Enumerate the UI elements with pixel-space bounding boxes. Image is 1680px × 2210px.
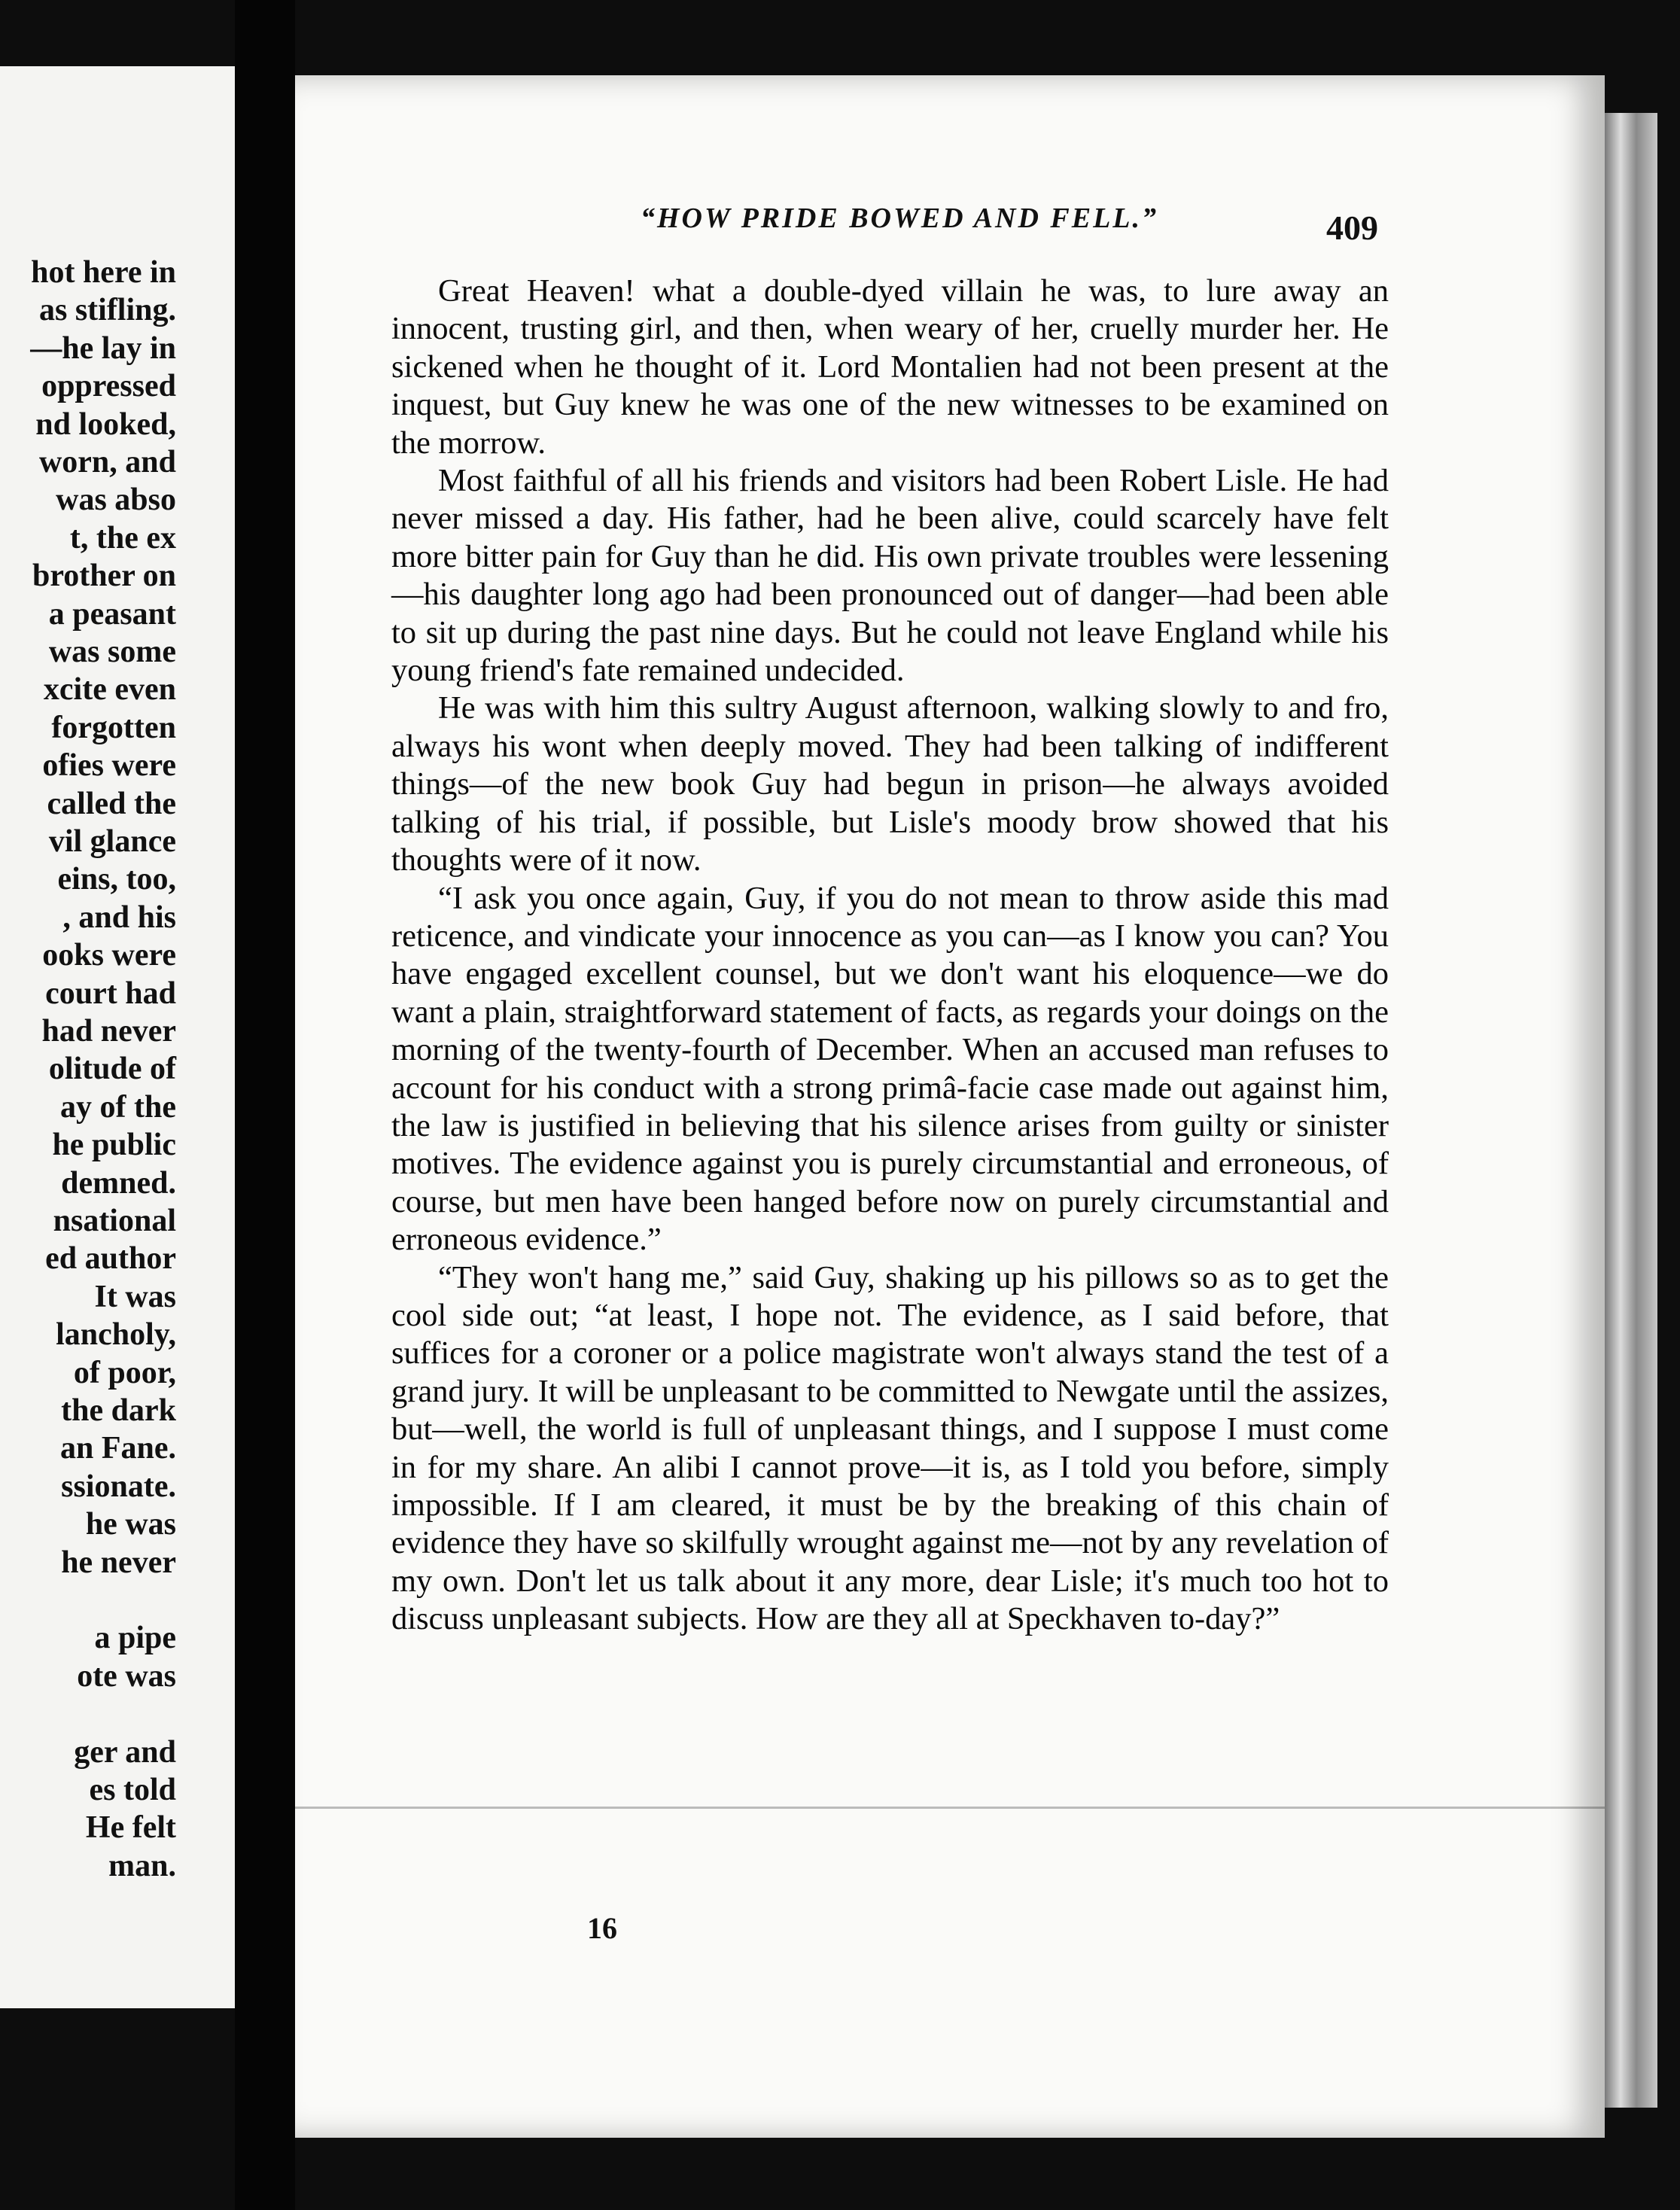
left-page-line: t, the ex	[69, 520, 176, 556]
paragraph-1: Great Heaven! what a double-dyed villain he was, to lure away an innocent, trusting girl, and then, when weary of her, cruelly murder her. He sickened when he thought of it. Lord Montalien had not been present at the inquest, but Guy knew he was one of the new witnesses to be examined on the morrow.	[391, 273, 1389, 461]
paragraph-2: Most faithful of all his friends and visitors had been Robert Lisle. He had never missed a day. His father, had he been alive, could scarcely have felt more bitter pain for Guy than he did. His own private troubles were lessening—his daughter long ago had been pronounced out of danger—had been able to sit up during the past nine days. But he could not leave England while his young friend's fate remained undecided.	[391, 463, 1389, 689]
left-page-line: he never	[61, 1545, 176, 1580]
left-page-line: ofies were	[42, 748, 176, 784]
left-page-line: oppressed	[41, 369, 176, 404]
left-facing-page	[0, 66, 235, 2008]
left-page-line: ger and	[74, 1734, 176, 1770]
left-page-line: It was	[94, 1279, 176, 1314]
body-text	[391, 272, 1389, 1639]
left-page-line: as stifling.	[38, 293, 176, 328]
paragraph-3: He was with him this sultry August afternoon, walking slowly to and fro, always his wont when deeply moved. They had been talking of indifferent things—of the new book Guy had begun in prison—he always avoided talking of his trial, if possible, but Lisle's moody brow showed that his thoughts were of it now.	[391, 690, 1389, 878]
page-edge	[1605, 113, 1657, 2108]
left-page-line: ooks were	[42, 938, 176, 973]
left-page-line: man.	[108, 1848, 176, 1883]
left-page-line: the dark	[61, 1393, 176, 1428]
left-page-line: vil glance	[48, 824, 176, 859]
left-page-line: had never	[41, 1014, 176, 1049]
left-page-line: a peasant	[48, 596, 176, 632]
left-page-line: ay of the	[60, 1089, 176, 1125]
running-head: “HOW PRIDE BOWED AND FELL.”	[640, 202, 1159, 234]
left-page-line: —he lay in	[30, 330, 176, 366]
left-page-line: eins, too,	[57, 862, 176, 897]
left-page-line: forgotten	[51, 710, 176, 745]
left-page-line: was abso	[56, 482, 176, 518]
book-gutter	[235, 0, 295, 2210]
left-page-line: nd looked,	[35, 406, 176, 442]
left-page-line: ote was	[77, 1658, 176, 1694]
left-page-line: of poor,	[73, 1355, 176, 1390]
left-page-line: brother on	[32, 559, 176, 594]
left-page-line: court had	[45, 976, 176, 1011]
left-page-line: he public	[52, 1128, 176, 1163]
left-page-line: he was	[85, 1507, 176, 1542]
left-page-line: ssionate.	[61, 1469, 176, 1504]
left-page-line: ed author	[45, 1241, 176, 1277]
left-page-line: xcite even	[43, 672, 176, 708]
page-number: 409	[1326, 209, 1378, 247]
paragraph-5: “They won't hang me,” said Guy, shaking up his pillows so as to get the cool side out; “at least, I hope not. The evidence, as I said before, that suffices for a coroner or a police magistrate won't always stand the test of a grand jury. It will be unpleasant to be committed to Newgate until the assizes, but—well, the world is full of unpleasant things, and I suppose I must come in for my share. An alibi I cannot prove—it is, as I told you before, simply impossible. If I am cleared, it must be by the breaking of this chain of evidence they have so skilfully wrought against me—not by any revelation of my own. Don't let us talk about it any more, dear Lisle; it's much too hot to discuss unpleasant subjects. How are they all at Speckhaven to-day?”	[391, 1259, 1389, 1637]
left-page-line: demned.	[61, 1165, 176, 1201]
left-page-line: was some	[48, 635, 176, 669]
left-page-line: worn, and	[38, 445, 176, 479]
left-page-line: a pipe	[94, 1621, 176, 1656]
scan-artifact-line	[295, 1807, 1605, 1809]
left-page-line: lancholy,	[56, 1317, 176, 1353]
left-page-line: , and his	[62, 900, 176, 935]
left-page-line: olitude of	[48, 1052, 176, 1087]
left-page-line: called the	[47, 786, 176, 821]
left-page-line: es told	[89, 1773, 176, 1807]
folio-signature: 16	[587, 1911, 617, 1945]
paragraph-4: “I ask you once again, Guy, if you do not mean to throw aside this mad reticence, and vindicate your innocence as you can—as I know you can? You have engaged excellent counsel, but we don't want his eloquence—we do want a plain, straightforward statement of facts, as regards your doings on the morning of the twenty-fourth of December. When an accused man refuses to account for his conduct with a strong primâ-facie case made out against him, the law is justified in believing that his silence arises from guilty or sinister motives. The evidence against you is purely circumstantial and erroneous, of course, but men have been hanged before now on purely circumstantial and erroneous evidence.”	[391, 880, 1389, 1258]
left-page-line: nsational	[53, 1204, 176, 1238]
left-page-line: hot here in	[31, 255, 176, 290]
left-page-line: an Fane.	[59, 1431, 176, 1466]
left-page-line: He felt	[85, 1810, 176, 1846]
